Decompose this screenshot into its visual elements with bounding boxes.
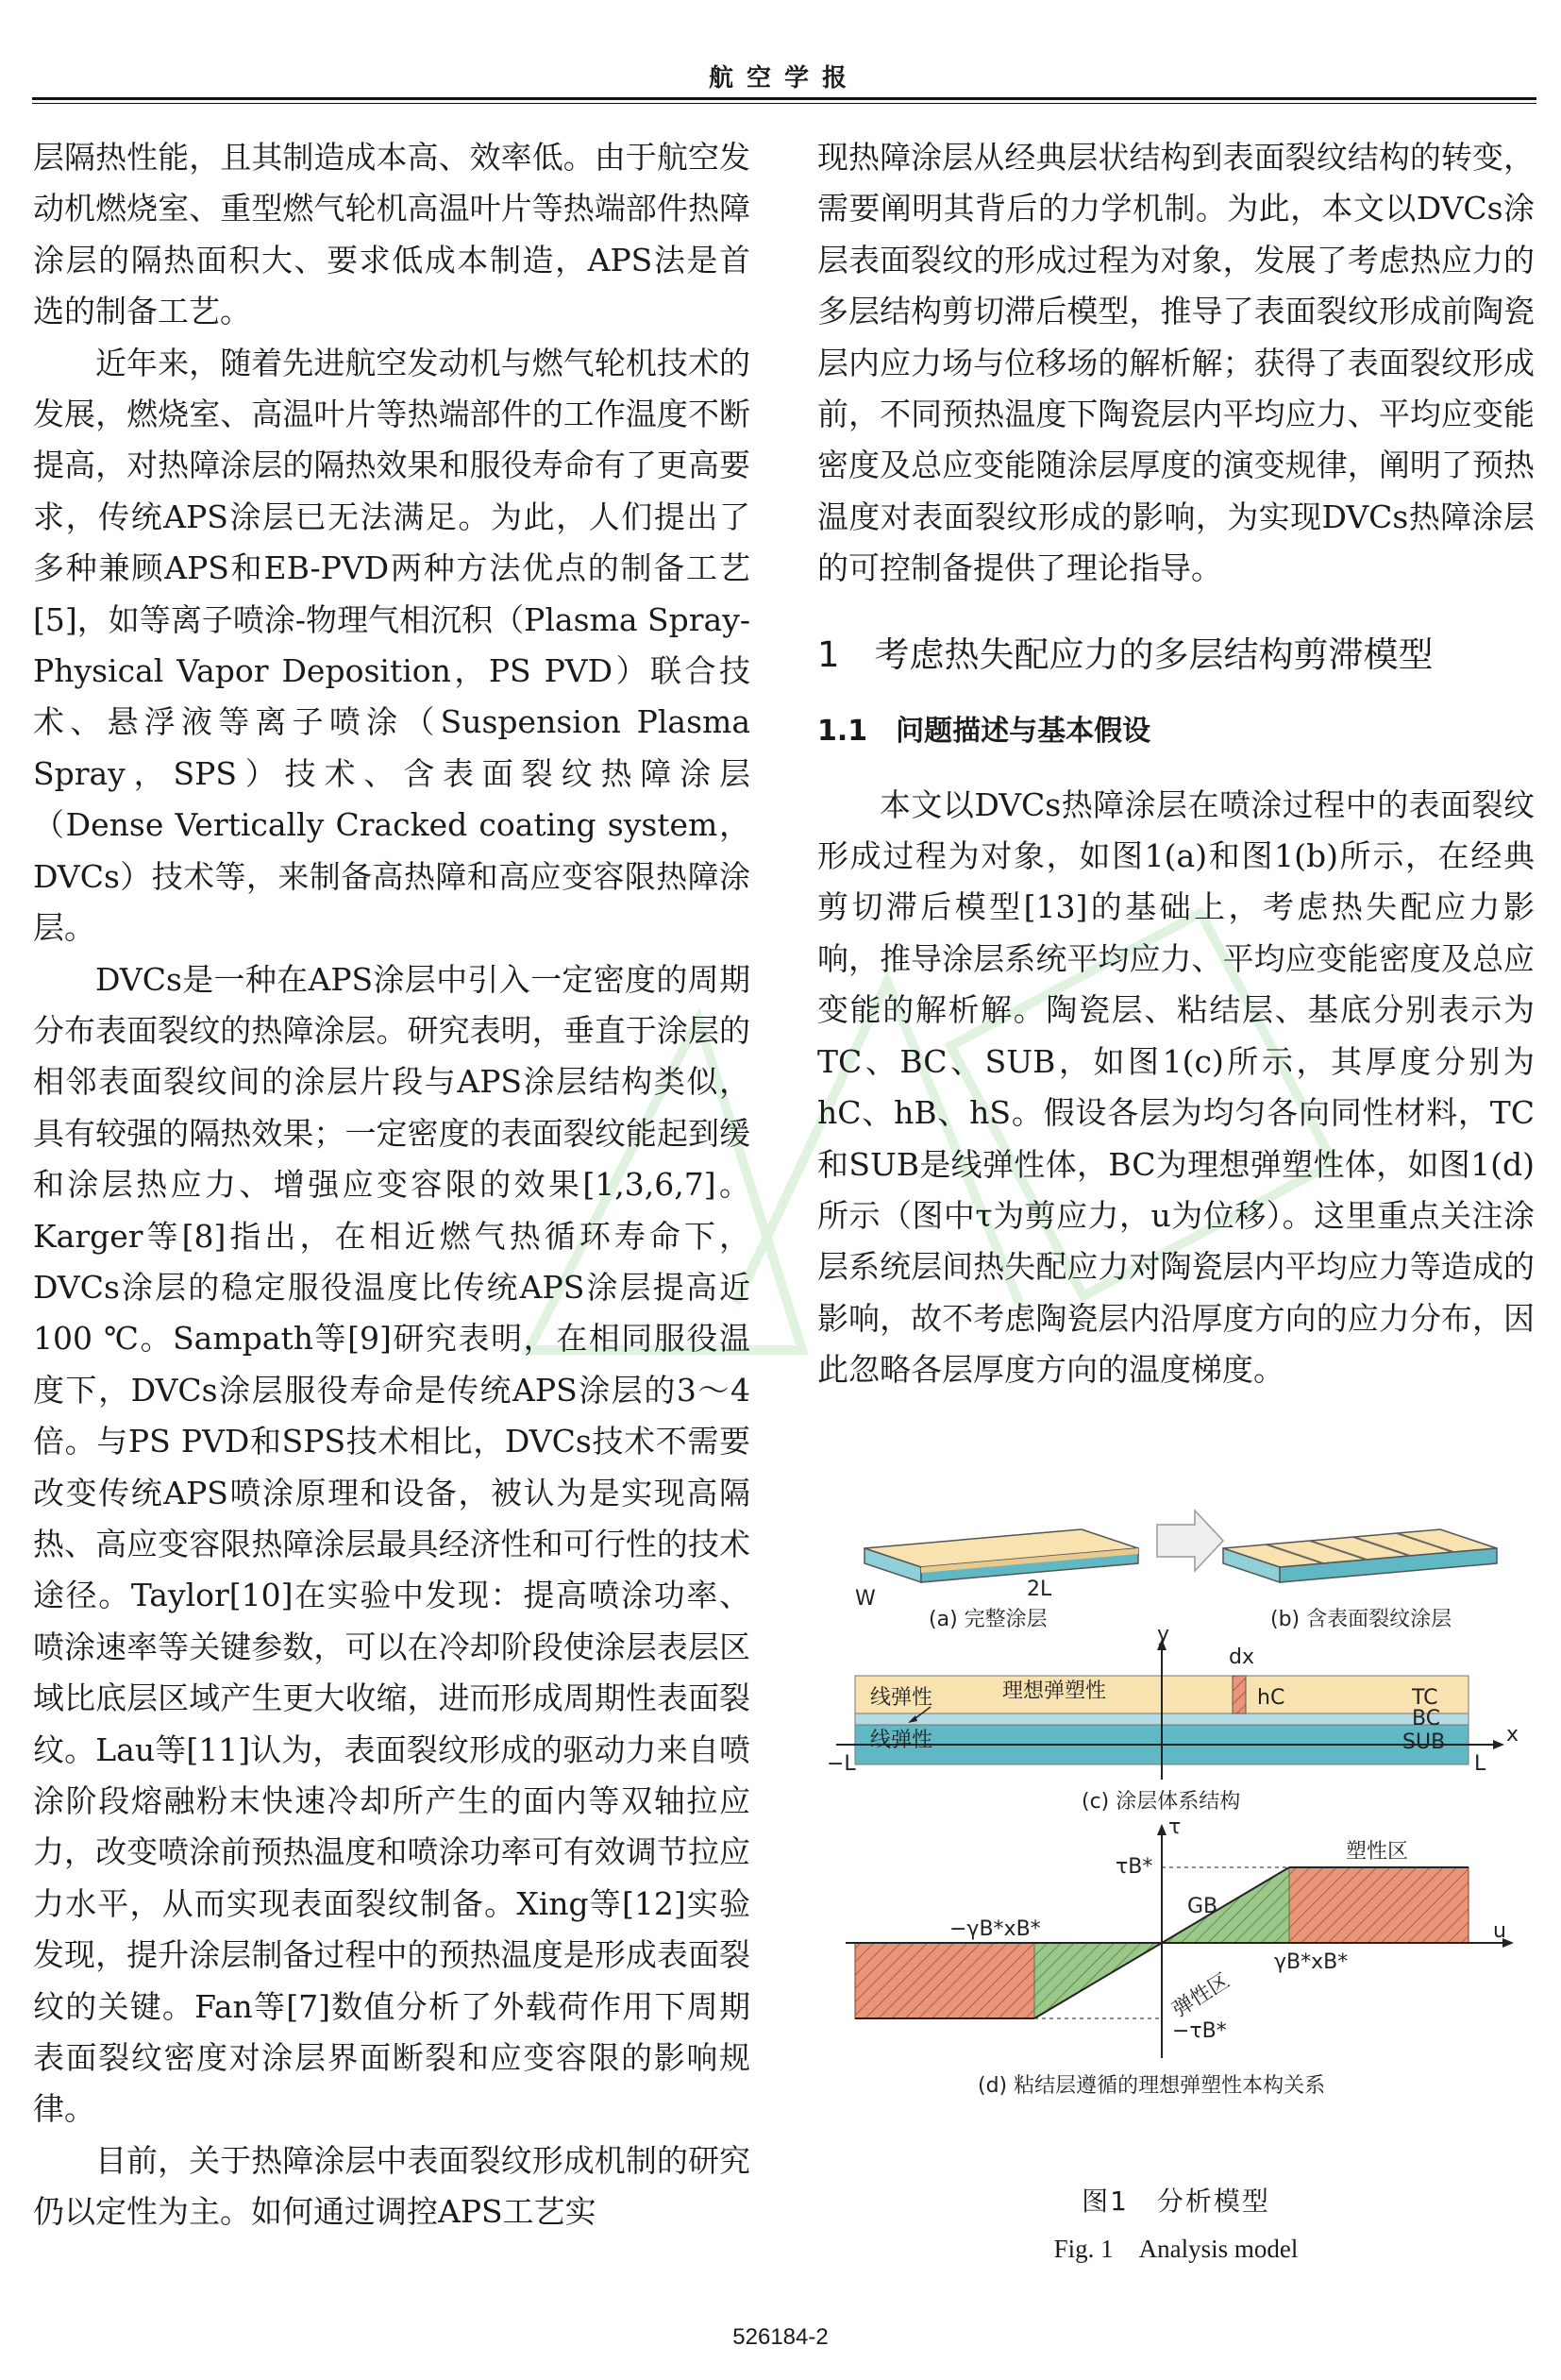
label-neg-tau-b: −τB*: [1172, 2019, 1227, 2043]
label-sub: SUB: [1402, 1730, 1446, 1754]
left-column: [33, 132, 750, 2238]
label-hc: hC: [1257, 1686, 1285, 1710]
label-gb: GB: [1187, 1895, 1218, 1918]
label-tau-b: τB*: [1116, 1855, 1153, 1879]
subsection-heading: 1.1 问题描述与基本假设: [817, 714, 1151, 748]
figure-caption-cn: 图1 分析模型: [1082, 2186, 1270, 2217]
slab-intact: [864, 1529, 1138, 1582]
transition-arrow: [1157, 1511, 1223, 1571]
caption-b: (b) 含表面裂纹涂层: [1270, 1608, 1452, 1631]
label-l: L: [1474, 1752, 1486, 1776]
label-2L: 2L: [1027, 1578, 1052, 1601]
body-paragraph: 层隔热性能，且其制造成本高、效率低。由于航空发动机燃烧室、重型燃气轮机高温叶片等热端部件热障涂层的隔热面积大、要求低成本制造，APS法是首选的制备工艺。: [33, 139, 750, 330]
caption-a: (a) 完整涂层: [929, 1608, 1048, 1631]
figure-caption-en: Fig. 1 Analysis model: [1053, 2235, 1299, 2263]
label-u: u: [1493, 1919, 1506, 1943]
label-tau: τ: [1168, 1815, 1182, 1839]
label-elastic-zone: 弹性区: [1168, 1968, 1234, 2023]
label-minus-l: −L: [827, 1752, 856, 1776]
plastic-zone-right: [1289, 1867, 1469, 1943]
caption-d: (d) 粘结层遵循的理想弹塑性本构关系: [978, 2074, 1326, 2098]
label-tc: TC: [1412, 1686, 1438, 1710]
section-heading: 1 考虑热失配应力的多层结构剪滞模型: [817, 633, 1434, 675]
body-paragraph: 近年来，随着先进航空发动机与燃气轮机技术的发展，燃烧室、高温叶片等热端部件的工作温度不断提高，对热障涂层的隔热效果和服役寿命有了更高要求，传统APS涂层已无法满足。为此，人们提出了多种兼顾APS和EB-PVD两种方法优点的制备工艺[5]，如等离子喷涂-物理气相沉积（Plasma Spray-Physical Vapor Deposition，PS PVD）联合技术、悬浮液等离子喷涂（Suspension Plasma Spray，SPS）技术、含表面裂纹热障涂层（Dense Vertically Cracked coating system，DVCs）技术等，来制备高热障和高应变容限热障涂层。: [33, 344, 750, 947]
caption-c: (c) 涂层体系结构: [1082, 1790, 1241, 1814]
label-bc: BC: [1412, 1707, 1441, 1730]
label-pos-gamma: γB*xB*: [1274, 1950, 1349, 1974]
label-y: y: [1157, 1623, 1170, 1646]
slab-cracked: [1223, 1529, 1497, 1582]
header-rule-thick: [32, 97, 1536, 100]
element-dx: [1233, 1676, 1246, 1713]
header-rule-thin: [32, 103, 1536, 104]
right-column: [817, 132, 1535, 1396]
page-number: 526184-2: [732, 2324, 829, 2350]
label-linear-elastic-top: 线弹性: [870, 1686, 933, 1710]
label-dx: dx: [1229, 1646, 1254, 1669]
body-paragraph: 本文以DVCs热障涂层在喷涂过程中的表面裂纹形成过程为对象，如图1(a)和图1(b)所示，在经典剪切滞后模型[13]的基础上，考虑热失配应力影响，推导涂层系统平均应力、平均应变能密度及总应变能的解析解。陶瓷层、粘结层、基底分别表示为TC、BC、SUB，如图1(c)所示，其厚度分别为hC、hB、hS。假设各层为均匀各向同性材料，TC和SUB是线弹性体，BC为理想弹塑性体，如图1(d)所示（图中τ为剪应力，u为位移）。这里重点关注涂层系统层间热失配应力对陶瓷层内平均应力等造成的影响，故不考虑陶瓷层内沿厚度方向的应力分布，因此忽略各层厚度方向的温度梯度。: [817, 785, 1535, 1389]
label-W: W: [855, 1587, 876, 1611]
figure-1: [817, 1492, 1535, 2152]
plastic-zone-left: [855, 1943, 1034, 2018]
label-plastic-zone: 塑性区: [1346, 1840, 1409, 1864]
body-paragraph: 现热障涂层从经典层状结构到表面裂纹结构的转变，需要阐明其背后的力学机制。为此，本文以DVCs涂层表面裂纹的形成过程为对象，发展了考虑热应力的多层结构剪切滞后模型，推导了表面裂纹形成前陶瓷层内应力场与位移场的解析解；获得了表面裂纹形成前，不同预热温度下陶瓷层内平均应力、平均应变能密度及总应变能随涂层厚度的演变规律，阐明了预热温度对表面裂纹形成的影响，为实现DVCs热障涂层的可控制备提供了理论指导。: [817, 139, 1535, 587]
body-paragraph: 目前，关于热障涂层中表面裂纹形成机制的研究仍以定性为主。如何通过调控APS工艺实: [33, 2141, 750, 2231]
journal-header: 航空学报: [708, 64, 860, 93]
label-ideal-plastic: 理想弹塑性: [1002, 1680, 1107, 1703]
label-neg-gamma: −γB*xB*: [949, 1917, 1041, 1941]
body-paragraph: DVCs是一种在APS涂层中引入一定密度的周期分布表面裂纹的热障涂层。研究表明，垂直于涂层的相邻表面裂纹间的涂层片段与APS涂层结构类似，具有较强的隔热效果；一定密度的表面裂纹能起到缓和涂层热应力、增强应变容限的效果[1,3,6,7]。Karger等[8]指出，在相近燃气热循环寿命下，DVCs涂层的稳定服役温度比传统APS涂层提高近100 ℃。Sampath等[9]研究表明，在相同服役温度下，DVCs涂层服役寿命是传统APS涂层的3～4倍。与PS PVD和SPS技术相比，DVCs技术不需要改变传统APS喷涂原理和设备，被认为是实现高隔热、高应变容限热障涂层最具经济性和可行性的技术途径。Taylor[10]在实验中发现：提高喷涂功率、喷涂速率等关键参数，可以在冷却阶段使涂层表层区域比底层区域产生更大收缩，进而形成周期性表面裂纹。Lau等[11]认为，表面裂纹形成的驱动力来自喷涂阶段熔融粉末快速冷却所产生的面内等双轴拉应力，改变喷涂前预热温度和喷涂功率可有效调节拉应力水平，从而实现表面裂纹制备。Xing等[12]实验发现，提升涂层制备过程中的预热温度是形成表面裂纹的关键。Fan等[7]数值分析了外载荷作用下周期表面裂纹密度对涂层界面断裂和应变容限的影响规律。: [33, 960, 750, 2128]
label-x: x: [1506, 1723, 1519, 1747]
label-linear-elastic-bottom: 线弹性: [870, 1729, 933, 1752]
